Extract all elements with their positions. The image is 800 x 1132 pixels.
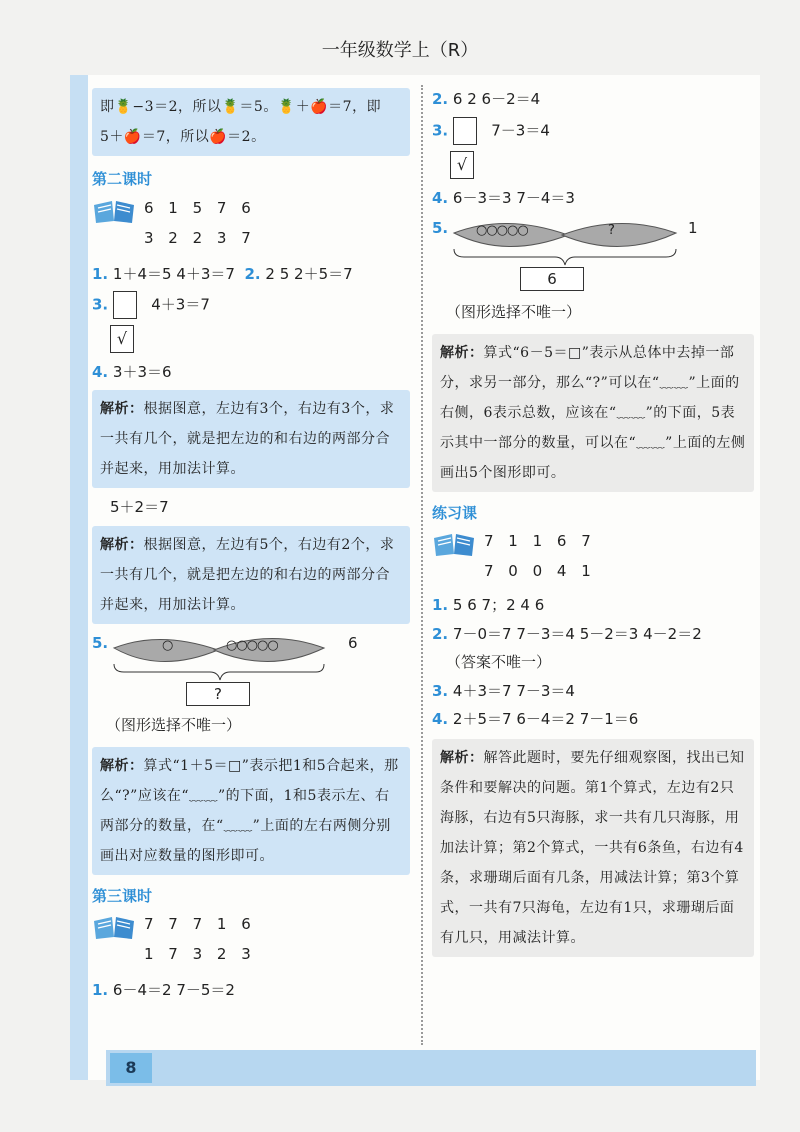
- q4-number: 4.: [432, 710, 449, 728]
- page-number: 8: [110, 1053, 152, 1083]
- q1-number: 1.: [92, 981, 109, 999]
- q5-side-number: 1: [688, 219, 698, 237]
- q3-answer: 4＋3＝7 7－3＝4: [452, 681, 575, 700]
- q3-number: 3.: [432, 121, 449, 139]
- practice-q3: [432, 680, 754, 703]
- r-q2: [432, 88, 754, 111]
- q1-number: 1.: [92, 264, 109, 283]
- lesson-3-warmup: [92, 913, 410, 973]
- lesson-2-q1-q2: [92, 263, 410, 286]
- left-leaf-circles: ○: [162, 638, 174, 653]
- analysis-text: 算式“1＋5＝□”表示把1和5合起来，那么“?”应该在“﹏﹏”的下面，1和5表示左、右两部分的数量，在“﹏﹏”上面的左右两侧分别画出对应数量的图形即可。: [100, 757, 399, 864]
- lesson-2-q3-check: [92, 325, 410, 353]
- warmup-row-1: 6 1 5 7 6: [144, 198, 251, 217]
- r-q3-check: [432, 151, 754, 179]
- q3-equation: 4＋3＝7: [151, 295, 210, 314]
- q4-number: 4.: [432, 188, 449, 207]
- q4-second-equation: 5＋2＝7: [110, 497, 169, 516]
- total-box: ?: [186, 682, 250, 706]
- q3-number: 3.: [92, 295, 109, 314]
- right-leaf-question: ?: [608, 223, 615, 238]
- lesson-2-warmup: [92, 197, 410, 257]
- practice-heading: 练习课: [432, 503, 478, 522]
- q5-side-number: 6: [348, 634, 358, 652]
- lesson-2-q3: [92, 291, 410, 319]
- column-divider: [421, 85, 423, 1045]
- carryover-line-2: 5＋🍎＝7，所以🍎＝2。: [100, 129, 266, 145]
- analysis-box-5: [432, 739, 754, 957]
- book-icon: [432, 532, 476, 565]
- q2-answer: 7－0＝7 7－3＝4 5－2＝3 4－2＝2: [452, 624, 702, 643]
- q2-answer: 2 5 2＋5＝7: [265, 264, 353, 283]
- left-leaf-circles: ○○○○○: [476, 223, 528, 238]
- q1-answer: 6－4＝2 7－5＝2: [112, 981, 235, 999]
- total-box: 6: [520, 267, 584, 291]
- shape-note: （图形选择不唯一）: [106, 716, 242, 734]
- left-column: [92, 88, 410, 1002]
- q3-equation: 7－3＝4: [491, 121, 550, 139]
- leaf-diagram: [110, 634, 330, 684]
- warmup-row-1: 7 1 1 6 7: [484, 532, 591, 550]
- r-q3: [432, 117, 754, 145]
- analysis-box-4: [432, 334, 754, 492]
- carryover-box: [92, 88, 410, 156]
- analysis-label: 解析：: [100, 400, 144, 417]
- analysis-text: 算式“6－5＝□”表示从总体中去掉一部分，求另一部分，那么“?”可以在“﹏﹏”上面的右侧，6表示总数，应该在“﹏﹏”的下面，5表示其中一部分的数量，可以在“﹏﹏”上面的左侧画出5个图形即可。: [440, 344, 746, 481]
- analysis-text: 根据图意，左边有3个，右边有3个，求一共有几个，就是把左边的和右边的两部分合并起来，用加法计算。: [100, 400, 395, 477]
- r-q5: [432, 217, 754, 297]
- analysis-text: 解答此题时，要先仔细观察图，找出已知条件和要解决的问题。第1个算式，左边有2只海豚，右边有5只海豚，求一共有几只海豚，用加法计算；第2个算式，一共有6条鱼，右边有4条，求珊瑚后面有几条，用减法计算；第3个算式，一共有7只海龟，左边有1只，求珊瑚后面有几只，用减法计算。: [440, 749, 745, 946]
- answer-note: （答案不唯一）: [446, 653, 552, 671]
- r-q4: [432, 187, 754, 210]
- q4-answer: 3＋3＝6: [112, 363, 172, 381]
- practice-q4: [432, 708, 754, 731]
- lesson-2-q4: [92, 361, 410, 384]
- lesson-2-q5: [92, 632, 410, 710]
- practice-q2: [432, 623, 754, 646]
- q4-answer: 2＋5＝7 6－4＝2 7－1＝6: [452, 710, 639, 728]
- lesson-3-q1: [92, 979, 410, 1002]
- q2-answer: 6 2 6－2＝4: [452, 90, 541, 108]
- practice-warmup: [432, 530, 754, 590]
- q2-number: 2.: [432, 90, 449, 108]
- check-box: √: [450, 151, 474, 179]
- footer-band: [106, 1050, 756, 1086]
- lesson-2-heading: 第二课时: [92, 170, 153, 188]
- analysis-label: 解析：: [100, 537, 144, 553]
- answer-empty-box: [453, 117, 477, 145]
- book-icon: [92, 915, 136, 948]
- q2-number: 2.: [432, 624, 449, 643]
- analysis-label: 解析：: [440, 344, 484, 361]
- analysis-box-3: [92, 747, 410, 875]
- analysis-box-1: [92, 390, 410, 488]
- analysis-label: 解析：: [100, 757, 144, 774]
- page-header: 一年级数学上（R）: [321, 40, 479, 61]
- warmup-row-2: 1 7 3 2 3: [144, 945, 251, 963]
- warmup-row-1: 7 7 7 1 6: [144, 915, 251, 933]
- q4-answer: 6－3＝3 7－4＝3: [452, 188, 575, 207]
- q4-number: 4.: [92, 363, 109, 381]
- warmup-row-2: 3 2 2 3 7: [144, 228, 251, 247]
- q1-answer: 5 6 7；2 4 6: [452, 596, 545, 614]
- q3-number: 3.: [432, 681, 449, 700]
- practice-q1: [432, 594, 754, 617]
- right-column: [432, 88, 754, 957]
- left-margin-band: [70, 75, 88, 1080]
- book-icon: [92, 199, 136, 232]
- lesson-3-heading: 第三课时: [92, 886, 153, 905]
- q1-number: 1.: [432, 596, 449, 614]
- q1-answer: 1＋4＝5 4＋3＝7: [112, 264, 235, 283]
- right-leaf-circles: ○○○○○: [226, 638, 278, 653]
- q5-number: 5.: [92, 634, 109, 652]
- analysis-label: 解析：: [440, 749, 484, 766]
- shape-note: （图形选择不唯一）: [446, 303, 582, 321]
- analysis-text: 根据图意，左边有5个，右边有2个，求一共有几个，就是把左边的和右边的两部分合并起来，用加法计算。: [100, 537, 395, 613]
- analysis-box-2: [92, 526, 410, 624]
- q5-number: 5.: [432, 219, 449, 237]
- carryover-line-1: 即🍍−3＝2，所以🍍＝5。🍍＋🍎＝7，即: [100, 99, 382, 115]
- warmup-row-2: 7 0 0 4 1: [484, 562, 591, 580]
- check-box: √: [110, 325, 134, 353]
- q2-number: 2.: [244, 264, 261, 283]
- answer-empty-box: [113, 291, 137, 319]
